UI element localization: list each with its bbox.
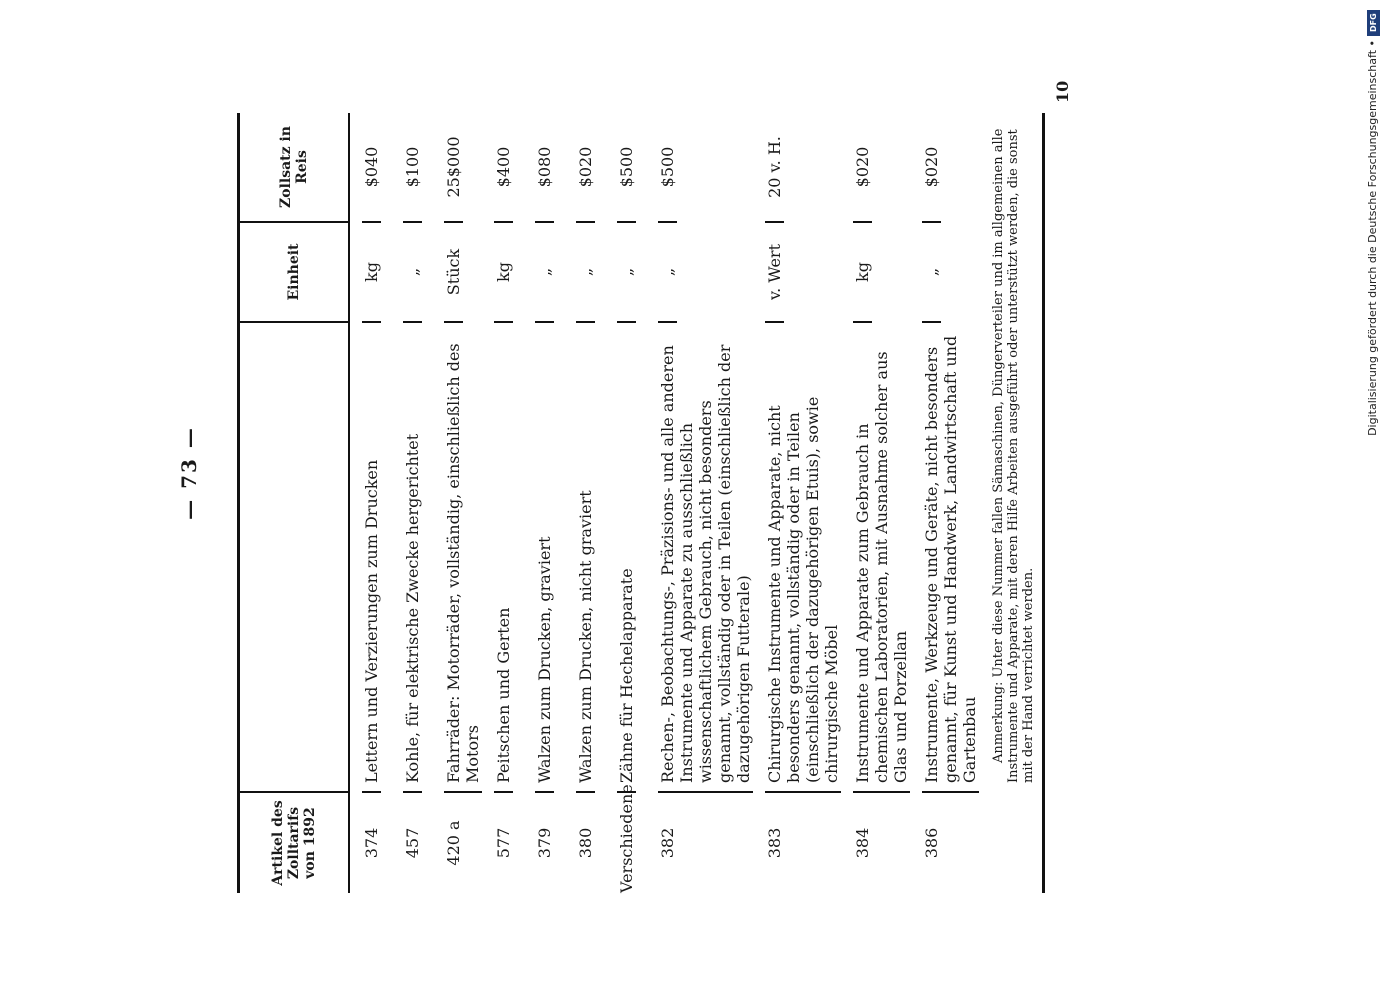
row-unit: Stück <box>444 223 463 323</box>
row-unit: „ <box>403 223 422 323</box>
header-description <box>240 323 348 793</box>
row-article: 386 <box>922 827 941 859</box>
row-article: Verschiedene <box>617 784 636 893</box>
row-article: 383 <box>765 827 784 859</box>
row-description: Rechen-, Beobachtungs-, Präzisions- und alle anderen Instrumente und Apparate zu ausschließlich wissenschaftlichem Gebrauch, nicht besonders genannt, vollständig oder in Teilen (einschließlich der dazugehörigen Futterale) <box>658 323 753 793</box>
row-description: Fahrräder: Motorräder, vollständig, einschließlich des Motors <box>444 323 482 793</box>
dfg-credit: Digitalisierung gefördert durch die Deutsche Forschungsgemeinschaft • <box>1366 40 1379 436</box>
row-unit: „ <box>576 223 595 323</box>
rotated-page <box>145 0 1105 993</box>
row-duty: 25$000 <box>444 113 463 223</box>
row-unit: „ <box>922 223 941 323</box>
table-row <box>605 113 646 893</box>
row-article: 420 a <box>444 820 463 866</box>
table-row <box>482 113 523 893</box>
row-article: 379 <box>535 827 554 859</box>
row-unit: kg <box>853 223 872 323</box>
row-duty: $400 <box>494 113 513 223</box>
table-row <box>646 113 753 893</box>
header-unit: Einheit <box>240 223 348 323</box>
header-duty: Zollsatz in Reis <box>240 113 348 223</box>
table-row <box>391 113 432 893</box>
row-article: 384 <box>853 827 872 859</box>
row-article: 577 <box>494 827 513 859</box>
row-duty: $020 <box>853 113 872 223</box>
row-duty: $040 <box>362 113 381 223</box>
row-description: Instrumente und Apparate zum Gebrauch in chemischen Laboratorien, mit Ausnahme solcher aus Glas und Porzellan <box>853 323 910 793</box>
row-description: Zähne für Hechelapparate <box>617 323 636 793</box>
signature-mark: 10 <box>1053 80 1072 103</box>
row-unit: „ <box>658 223 677 323</box>
table-header <box>240 113 350 893</box>
table-note: Anmerkung: Unter diese Nummer fallen Sämaschinen, Düngerverteiler und im allgemeinen alle Instrumente und Apparate, mit deren Hilfe Arbeiten ausgeführt oder unterstützt werden, die sonst mit der Hand verrichtet werden. <box>991 128 1036 783</box>
row-description: Instrumente, Werkzeuge und Geräte, nicht besonders genannt, für Kunst und Handwerk, Landwirtschaft und Gartenbau <box>922 323 979 793</box>
table-row <box>910 113 979 893</box>
row-description: Walzen zum Drucken, nicht graviert <box>576 323 595 793</box>
row-article: 382 <box>658 827 677 859</box>
row-article: 380 <box>576 827 595 859</box>
page-number: — 73 — <box>177 426 201 520</box>
row-duty: $020 <box>576 113 595 223</box>
header-article: Artikel des Zolltarifs von 1892 <box>270 800 318 886</box>
row-duty: $100 <box>403 113 422 223</box>
row-unit: kg <box>362 223 381 323</box>
row-description: Peitschen und Gerten <box>494 323 513 793</box>
table-row <box>841 113 910 893</box>
row-unit: „ <box>535 223 554 323</box>
row-duty: $500 <box>617 113 636 223</box>
row-description: Lettern und Verzierungen zum Drucken <box>362 323 381 793</box>
table-row <box>432 113 482 893</box>
table-row <box>523 113 564 893</box>
row-duty: $500 <box>658 113 677 223</box>
row-duty: $080 <box>535 113 554 223</box>
tariff-table <box>237 113 1045 893</box>
table-row <box>753 113 841 893</box>
row-unit: kg <box>494 223 513 323</box>
table-row <box>564 113 605 893</box>
row-description: Kohle, für elektrische Zwecke hergerichtet <box>403 323 422 793</box>
row-article: 457 <box>403 827 422 859</box>
table-body <box>350 113 979 893</box>
row-description: Chirurgische Instrumente und Apparate, nicht besonders genannt, vollständig oder in Teilen (einschließlich der dazugehörigen Etuis), sowie chirurgische Möbel <box>765 323 841 793</box>
row-description: Walzen zum Drucken, graviert <box>535 323 554 793</box>
row-unit: „ <box>617 223 636 323</box>
row-article: 374 <box>362 827 381 859</box>
row-duty: $020 <box>922 113 941 223</box>
row-unit: v. Wert <box>765 223 784 323</box>
dfg-logo: DFG <box>1367 10 1380 36</box>
table-row <box>350 113 391 893</box>
row-duty: 20 v. H. <box>765 113 784 223</box>
